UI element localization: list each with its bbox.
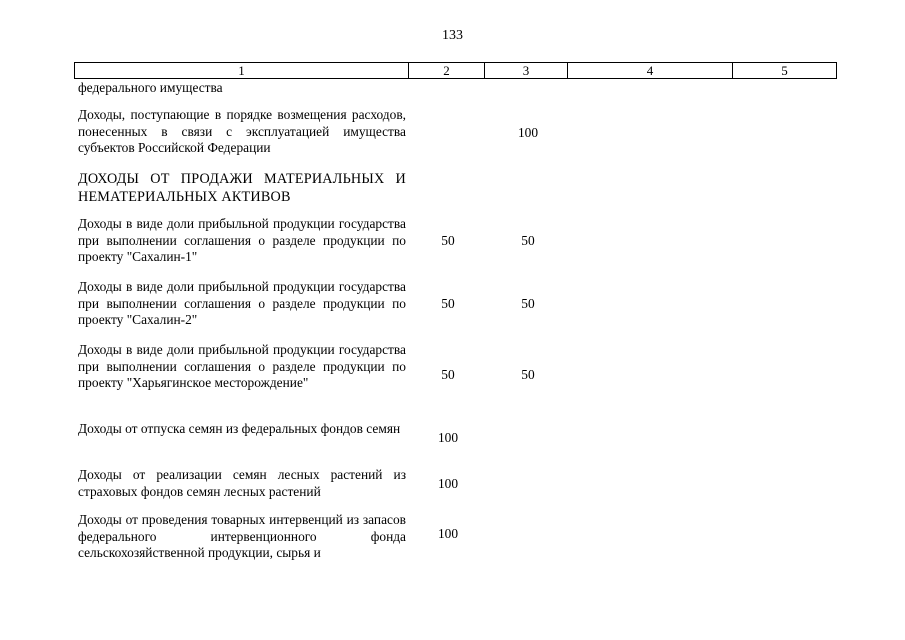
row-value-col2: 100 <box>437 526 459 541</box>
row-value-col2: 50 <box>441 296 455 311</box>
row-description: Доходы от реализации семян лесных растений из страховых фондов семян лесных растений <box>78 467 406 499</box>
row-description: Доходы в виде доли прибыльной продукции государства при выполнении соглашения о разделе продукции по проекту "Сахалин-1" <box>78 216 406 264</box>
row-value-col3: 100 <box>517 125 539 140</box>
row-description: Доходы от проведения товарных интервенций из запасов федерального интервенционного фонда сельскохозяйственной продукции, сырья и <box>78 512 406 560</box>
row-description: Доходы в виде доли прибыльной продукции государства при выполнении соглашения о разделе продукции по проекту "Харьягинское месторождение" <box>78 342 406 390</box>
row-value-col3: 50 <box>521 233 535 248</box>
column-header-3: 3 <box>485 63 568 78</box>
row-value-col2: 50 <box>441 233 455 248</box>
row-value-col3: 50 <box>521 367 535 382</box>
column-header-5: 5 <box>781 63 788 78</box>
table-row <box>78 170 478 206</box>
column-number-header <box>74 62 837 79</box>
row-description: Доходы, поступающие в порядке возмещения расходов, понесенных в связи с эксплуатацией имущества субъектов Российской Федерации <box>78 107 406 155</box>
column-header-1: 1 <box>75 63 409 78</box>
table-row <box>78 216 535 266</box>
row-value-col2: 100 <box>437 476 459 491</box>
row-value-col2: 50 <box>441 367 455 382</box>
row-description: Доходы в виде доли прибыльной продукции государства при выполнении соглашения о разделе продукции по проекту "Сахалин-2" <box>78 279 406 327</box>
column-header-4: 4 <box>568 63 733 78</box>
column-header-2: 2 <box>409 63 485 78</box>
table-row <box>78 279 535 329</box>
section-heading: ДОХОДЫ ОТ ПРОДАЖИ МАТЕРИАЛЬНЫХ И НЕМАТЕРИАЛЬНЫХ АКТИВОВ <box>78 171 406 205</box>
row-value-col2: 100 <box>437 430 459 445</box>
table-row <box>78 107 539 157</box>
row-value-col3: 50 <box>521 296 535 311</box>
table-row <box>78 512 478 562</box>
row-description: федерального имущества <box>78 80 223 95</box>
page-number: 133 <box>442 28 463 43</box>
table-row <box>78 467 478 500</box>
table-row <box>78 80 478 97</box>
table-row <box>78 421 478 445</box>
row-description: Доходы от отпуска семян из федеральных фондов семян <box>78 421 401 436</box>
table-row <box>78 342 535 392</box>
